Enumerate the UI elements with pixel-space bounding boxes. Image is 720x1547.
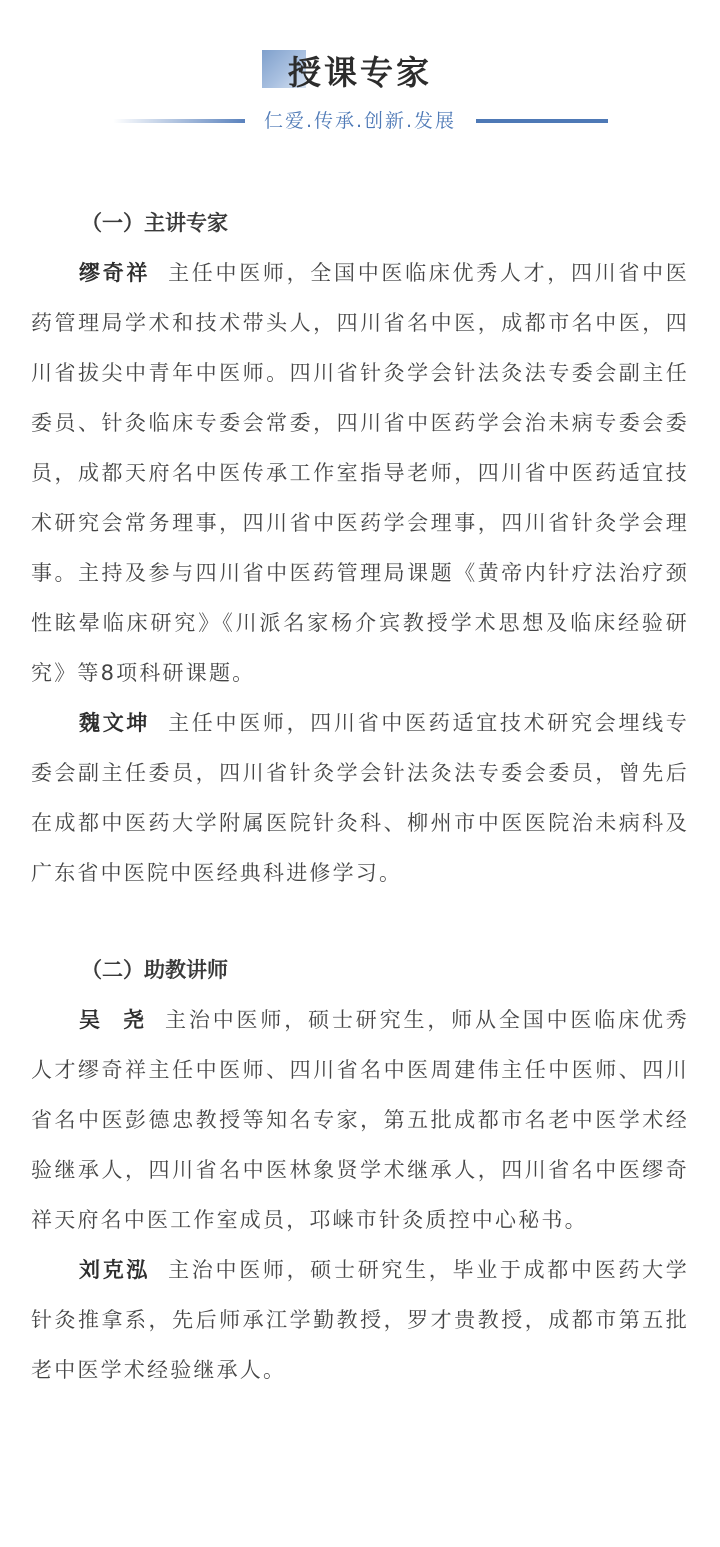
expert-name: 魏文坤 — [79, 711, 151, 735]
section-title-lecturers: （一）主讲专家 — [81, 211, 228, 235]
page-subtitle: 仁爱.传承.创新.发展 — [263, 110, 457, 132]
section-title-assistants: （二）助教讲师 — [81, 958, 228, 982]
expert-bio: 主任中医师，全国中医临床优秀人才，四川省中医药管理局学术和技术带头人，四川省名中医，成都市名中医，四川省拔尖中青年中医师。四川省针灸学会针法灸法专委会副主任委员、针灸临床专委会常委，四川省中医药学会治未病专委会委员，成都天府名中医传承工作室指导老师，四川省中医药适宜技术研究会常务理事，四川省中医药学会理事，四川省针灸学会理事。主持及参与四川省中医药管理局课题《黄帝内针疗法治疗颈性眩晕临床研究》《川派名家杨介宾教授学术思想及临床经验研究》等8项科研课题。 — [31, 261, 689, 685]
expert-entry — [31, 1245, 689, 1395]
expert-entry — [31, 248, 689, 698]
expert-name: 刘克泓 — [79, 1258, 151, 1282]
article-body — [31, 198, 689, 1395]
expert-name: 吴 尧 — [79, 1008, 148, 1032]
expert-bio: 主治中医师，硕士研究生，师从全国中医临床优秀人才缪奇祥主任中医师、四川省名中医周建伟主任中医师、四川省名中医彭德忠教授等知名专家，第五批成都市名老中医学术经验继承人，四川省名中医林象贤学术继承人，四川省名中医缪奇祥天府名中医工作室成员，邛崃市针灸质控中心秘书。 — [31, 1008, 689, 1232]
expert-bio: 主任中医师，四川省中医药适宜技术研究会埋线专委会副主任委员，四川省针灸学会针法灸法专委会委员，曾先后在成都中医药大学附属医院针灸科、柳州市中医医院治未病科及广东省中医院中医经典科进修学习。 — [31, 711, 689, 885]
page-header — [0, 0, 720, 150]
page-title: 授课专家 — [288, 53, 432, 92]
expert-entry — [31, 698, 689, 898]
expert-name: 缪奇祥 — [79, 261, 151, 285]
expert-bio: 主治中医师，硕士研究生，毕业于成都中医药大学针灸推拿系，先后师承江学勤教授，罗才贵教授，成都市第五批老中医学术经验继承人。 — [31, 1258, 689, 1382]
expert-entry — [31, 995, 689, 1245]
